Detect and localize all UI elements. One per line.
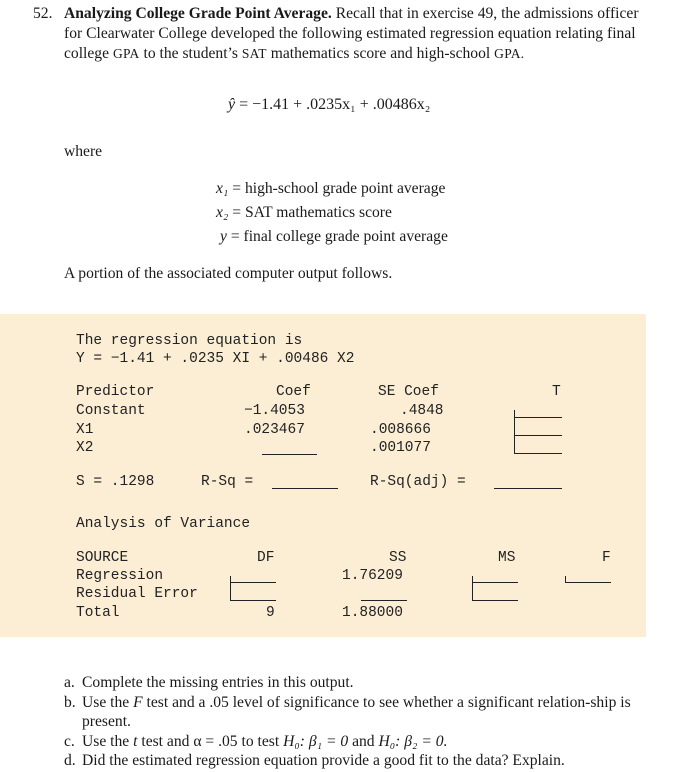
- portion-text: A portion of the associated computer output follows.: [64, 265, 393, 282]
- header-ms: MS: [498, 550, 516, 566]
- intro-part2: to the student’s: [143, 45, 238, 62]
- f-blank: [565, 582, 611, 583]
- questions: [64, 673, 654, 771]
- header-f: F: [602, 550, 611, 566]
- regression-heading: The regression equation is: [76, 333, 303, 349]
- question-label: c.: [64, 732, 75, 750]
- question-a: [64, 673, 654, 693]
- def-var: x₁: [216, 180, 229, 197]
- source-cell: Regression: [76, 568, 164, 584]
- computer-output-panel: [0, 314, 646, 637]
- source-cell: Residual Error: [76, 586, 198, 602]
- question-b: [64, 693, 654, 732]
- predictor-cell: Constant: [76, 403, 146, 419]
- intro-part3: mathematics score and high-school: [270, 45, 491, 62]
- question-label: b.: [64, 693, 76, 711]
- output-equation: Y = −1.41 + .0235 XI + .00486 X2: [76, 351, 355, 367]
- def-var: y: [220, 228, 227, 245]
- predictor-cell: X1: [76, 422, 94, 438]
- hypothesis-2: H₀: β₂ = 0.: [378, 732, 448, 750]
- question-c: [64, 732, 654, 752]
- df-cell: 9: [266, 605, 275, 621]
- def-desc: = high-school grade point average: [232, 180, 446, 197]
- question-label: a.: [64, 674, 75, 691]
- coef-cell: .023467: [244, 422, 305, 438]
- source-cell: Total: [76, 605, 120, 621]
- def-desc: = SAT mathematics score: [232, 204, 392, 221]
- question-text-post: test and a .05 level of significance to see whether a significant relation-ship is present.: [82, 693, 631, 731]
- coef-blank: [262, 454, 317, 455]
- definition-row: [216, 180, 445, 198]
- question-text-mid: test and: [141, 732, 190, 750]
- t-blank: [514, 435, 562, 436]
- ms-column-bar: [472, 576, 473, 600]
- t-blank: [514, 417, 562, 418]
- f-symbol: F: [133, 693, 143, 711]
- t-symbol: t: [133, 732, 138, 750]
- rsq-label: R-Sq =: [201, 474, 254, 490]
- and-text: and: [352, 732, 375, 750]
- alpha-text: α = .05 to test: [193, 732, 280, 750]
- gpa-end: GPA.: [494, 46, 525, 61]
- ms-blank: [472, 582, 518, 583]
- header-ss: SS: [389, 550, 407, 566]
- problem-intro: [33, 4, 640, 64]
- se-coef-cell: .001077: [370, 440, 431, 456]
- df-column-bar: [230, 576, 231, 600]
- problem-text: [64, 4, 640, 64]
- question-d: [64, 751, 654, 771]
- f-column-bar: [565, 576, 566, 582]
- equation-lhs: ŷ: [228, 96, 236, 113]
- predictor-cell: X2: [76, 440, 94, 456]
- gpa-abbr: GPA: [112, 46, 140, 61]
- t-column-bar: [514, 410, 515, 453]
- def-var: x₂: [216, 204, 229, 221]
- header-predictor: Predictor: [76, 384, 155, 400]
- coef-cell: −1.4053: [244, 403, 305, 419]
- problem-title: Analyzing College Grade Point Average.: [64, 5, 332, 22]
- definition-row: [216, 204, 392, 222]
- def-desc: = final college grade point average: [230, 228, 448, 245]
- regression-equation: [228, 96, 430, 114]
- equation-rhs: = −1.41 + .0235x₁ + .00486x₂: [239, 96, 431, 113]
- header-t: T: [552, 384, 561, 400]
- problem-number: 52.: [33, 5, 53, 22]
- question-label: d.: [64, 752, 76, 770]
- ss-blank: [361, 600, 407, 601]
- t-blank: [514, 453, 562, 454]
- rsq-adj-label: R-Sq(adj) =: [370, 474, 466, 490]
- s-value: S = .1298: [76, 474, 155, 490]
- df-blank: [230, 582, 276, 583]
- hypothesis-1: H₀: β₁ = 0: [283, 732, 349, 750]
- header-source: SOURCE: [76, 550, 129, 566]
- rsq-blank: [272, 488, 338, 489]
- question-text-pre: Use the: [82, 732, 130, 750]
- question-text: Complete the missing entries in this output.: [82, 674, 354, 691]
- ms-blank: [472, 600, 518, 601]
- sat-abbr: SAT: [241, 46, 267, 61]
- se-coef-cell: .008666: [370, 422, 431, 438]
- intro-part1: Recall that in exercise 49, the admissions officer for Clearwater College developed the following estimated regression equation relating final college: [64, 5, 639, 62]
- ss-cell: 1.88000: [342, 605, 403, 621]
- anova-heading: Analysis of Variance: [76, 516, 251, 532]
- rsq-adj-blank: [494, 488, 562, 489]
- ss-cell: 1.76209: [342, 568, 403, 584]
- definition-row: [220, 228, 448, 246]
- where-label: where: [64, 143, 103, 160]
- header-coef: Coef: [276, 384, 311, 400]
- se-coef-cell: .4848: [400, 403, 444, 419]
- header-se-coef: SE Coef: [378, 384, 439, 400]
- question-text-pre: Use the: [82, 693, 130, 711]
- header-df: DF: [257, 550, 275, 566]
- df-blank: [230, 600, 276, 601]
- question-text: Did the estimated regression equation provide a good fit to the data? Explain.: [82, 752, 565, 770]
